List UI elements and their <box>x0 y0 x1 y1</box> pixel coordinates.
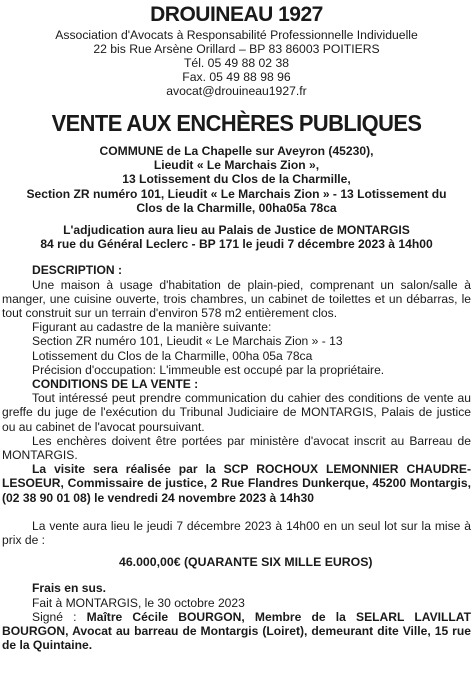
location-line: Clos de la Charmille, 00ha05a 78ca <box>136 200 337 215</box>
cadastre-line: Section ZR numéro 101, Lieudit « Le Marchais Zion » - 13 <box>32 334 343 349</box>
conditions-section <box>2 377 471 505</box>
property-location <box>2 144 471 215</box>
signature-block <box>2 610 471 653</box>
firm-description: Association d'Avocats à Responsabilité Professionnelle Individuelle <box>55 28 418 42</box>
sale-text: La vente aura lieu le jeudi 7 décembre 2023 à 14h00 en un seul lot sur la mise à prix de : <box>2 518 471 548</box>
description-heading: DESCRIPTION : <box>32 263 123 278</box>
done-at: Fait à MONTARGIS, le 30 octobre 2023 <box>32 595 245 610</box>
location-line: Lieudit « Le Marchais Zion », <box>153 158 320 173</box>
firm-name: DROUINEAU 1927 <box>150 3 323 26</box>
conditions-heading: CONDITIONS DE LA VENTE : <box>32 377 199 392</box>
firm-phone: Tél. 05 49 88 02 38 <box>183 56 290 70</box>
cadastre-line: Lotissement du Clos de la Charmille, 00ha 05a 78ca <box>32 348 313 363</box>
adjudication-line: 84 rue du Général Leclerc - BP 171 le jeudi 7 décembre 2023 à 14h00 <box>40 237 433 252</box>
location-line: Section ZR numéro 101, Lieudit « Le Marchais Zion » - 13 Lotissement du <box>26 186 447 201</box>
firm-address: 22 bis Rue Arsène Orillard – BP 83 86003 POITIERS <box>93 42 380 56</box>
visit-text: La visite sera réalisée par la SCP ROCHOUX LEMONNIER CHAUDRE-LESOEUR, Commissaire de justice, 2 Rue Flandres Dunkerque, 45200 Montargis, (02 38 90 01 08) le vendredi 24 novembre 2023 à 14h30 <box>2 462 471 505</box>
firm-email: avocat@drouineau1927.fr <box>166 84 307 98</box>
conditions-text: Tout intéressé peut prendre communication du cahier des conditions de vente au greffe du juge de l'exécution du Tribunal Judiciaire de MONTARGIS, Palais de justice ou au cabinet de l'avocat poursuivant. <box>2 391 471 434</box>
occupation-line: Précision d'occupation: L'immeuble est occupé par la propriétaire. <box>32 362 385 377</box>
notice-title: VENTE AUX ENCHÈRES PUBLIQUES <box>51 110 422 136</box>
cadastre-line: Figurant au cadastre de la manière suivante: <box>32 320 272 335</box>
description-text: Une maison à usage d'habitation de plain-pied, comprenant un salon/salle à manger, une cuisine ouverte, trois chambres, un cabinet de toilettes et un débarras, le tout construit sur un terrain d'environ 578 m2 entièrement clos. <box>2 277 471 321</box>
signed-prefix: Signé : <box>32 609 87 624</box>
firm-fax: Fax. 05 49 88 98 96 <box>182 70 291 84</box>
fees-note: Frais en sus. <box>32 581 106 596</box>
location-line: 13 Lotissement du Clos de la Charmille, <box>122 172 351 187</box>
reserve-price: 46.000,00€ (QUARANTE SIX MILLE EUROS) <box>119 555 373 570</box>
signatory: Maître Cécile BOURGON, Membre de la SELARL LAVILLAT BOURGON, Avocat au barreau de Montargis (Loiret), demeurant dite Ville, 15 rue de la Quintaine. <box>2 609 471 653</box>
location-line: COMMUNE de La Chapelle sur Aveyron (45230), <box>99 144 374 158</box>
description-section <box>2 263 471 377</box>
adjudication-line: L'adjudication aura lieu au Palais de Justice de MONTARGIS <box>63 223 410 238</box>
sale-section <box>2 519 471 653</box>
bidding-text: Les enchères doivent être portées par ministère d'avocat inscrit au Barreau de MONTARGIS. <box>2 433 471 463</box>
firm-header <box>2 2 471 98</box>
adjudication-info <box>2 223 471 251</box>
